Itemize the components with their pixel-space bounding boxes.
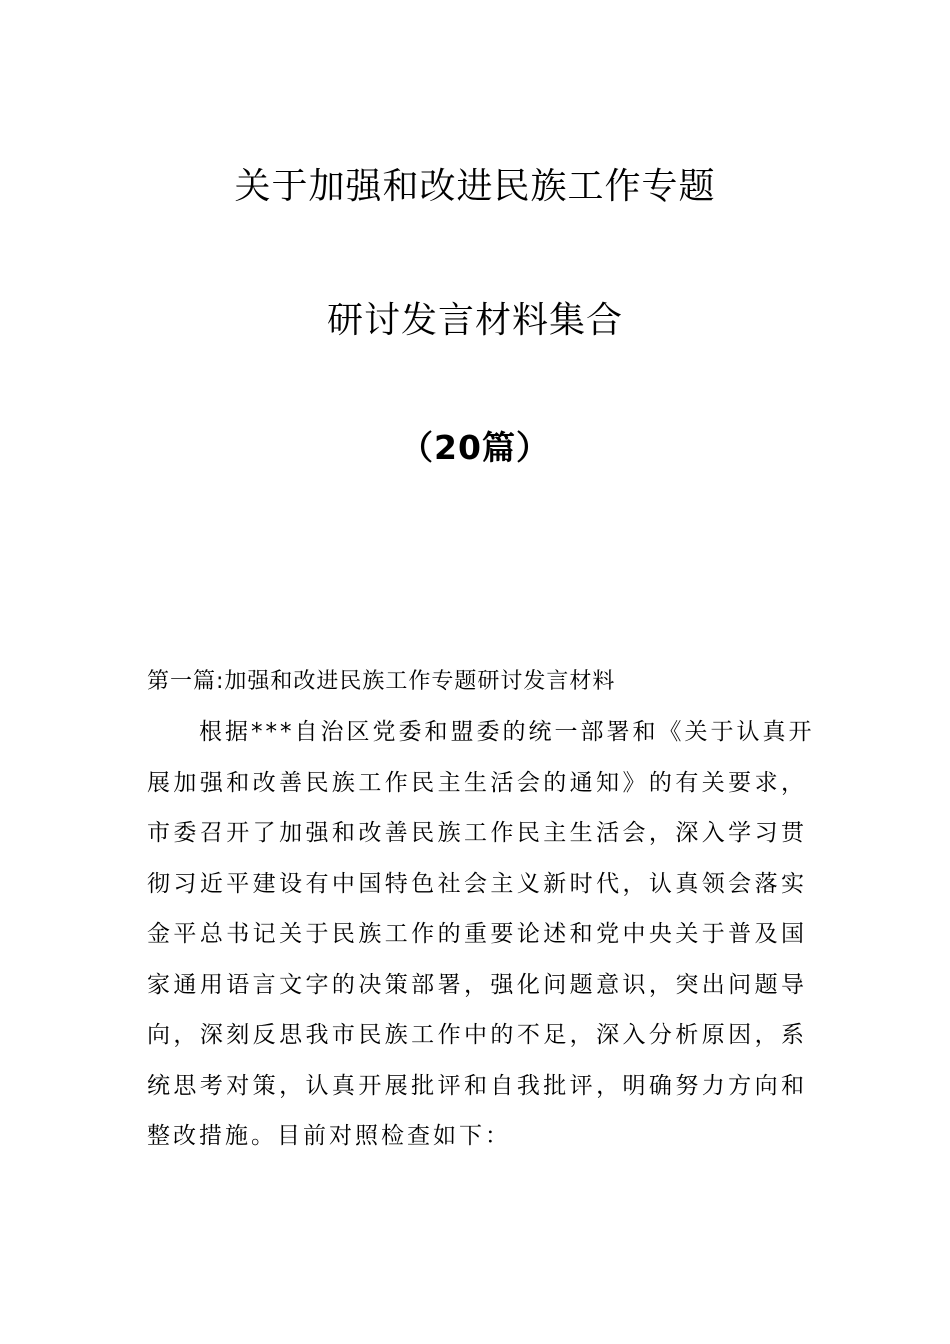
body-line: 金平总书记关于民族工作的重要论述和党中央关于普及国 — [147, 921, 807, 947]
body-line: 彻习近平建设有中国特色社会主义新时代，认真领会落实 — [147, 870, 807, 897]
body-line: 向，深刻反思我市民族工作中的不足，深入分析原因，系 — [147, 1022, 807, 1048]
document-title-count: （20篇） — [400, 428, 550, 467]
document-title-line-1: 关于加强和改进民族工作专题 — [234, 166, 716, 207]
body-line: 展加强和改善民族工作民主生活会的通知》的有关要求， — [147, 769, 807, 796]
body-line: 根据***自治区党委和盟委的统一部署和《关于认真开 — [199, 719, 815, 745]
body-paragraph — [147, 707, 815, 1162]
body-line: 家通用语言文字的决策部署，强化问题意识，突出问题导 — [147, 971, 807, 998]
body-line: 市委召开了加强和改善民族工作民主生活会，深入学习贯 — [147, 820, 807, 846]
body-line: 整改措施。目前对照检查如下： — [147, 1123, 511, 1149]
body-line: 统思考对策，认真开展批评和自我批评，明确努力方向和 — [147, 1072, 807, 1099]
document-title-line-2: 研讨发言材料集合 — [326, 300, 623, 341]
section-heading: 第一篇:加强和改进民族工作专题研讨发言材料 — [147, 669, 616, 694]
